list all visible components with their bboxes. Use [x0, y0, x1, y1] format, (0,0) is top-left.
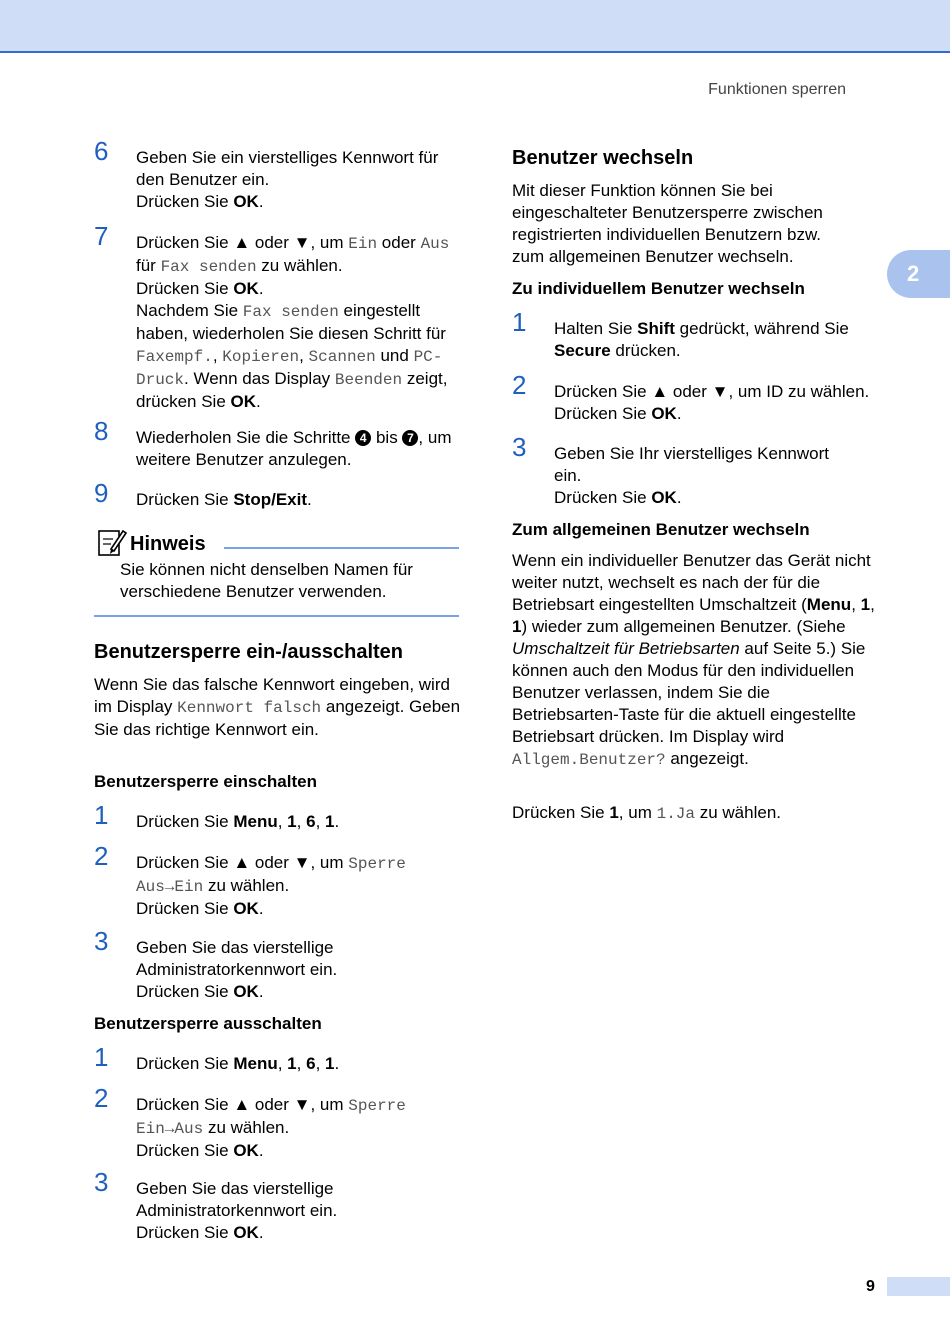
- hint-rule: [224, 547, 459, 549]
- hint-text: Sie können nicht denselben Namen für verschiedene Benutzer verwenden.: [120, 560, 413, 601]
- step-number: 2: [512, 370, 527, 400]
- on-step-3: 3 Geben Sie das vierstellige Administratorkennwort ein. Drücken Sie OK.: [94, 926, 338, 1001]
- general-paragraph: Wenn ein individueller Benutzer das Gerät nicht weiter nutzt, wechselt es nach der für die Betriebsart eingestellten Umschaltzeit (Menu, 1, 1) wieder zum allgemeinen Benutzer. (Siehe Umschaltzeit für Betriebsarten auf Seite 5.) Sie können auch den Modus für den individuellen Benutzer verlassen, indem Sie die Betriebsarten-Taste für die aktuell eingestellte Betriebsart drücken. Im Display wird Allgem.Benutzer? angezeigt.: [512, 551, 875, 769]
- subsection-title: Benutzersperre ausschalten: [94, 1014, 322, 1033]
- hint-box: [94, 527, 459, 617]
- step-number: 6: [94, 136, 109, 166]
- subsection-title: Zu individuellem Benutzer wechseln: [512, 279, 805, 298]
- section-paragraph: Wenn Sie das falsche Kennwort eingeben, wird im Display Kennwort falsch angezeigt. Geben Sie das richtige Kennwort ein.: [94, 675, 461, 739]
- top-header-bar: [0, 0, 950, 53]
- step-number: 2: [94, 1083, 109, 1113]
- ind-step-3: 3 Geben Sie Ihr vierstelliges Kennwort ein. Drücken Sie OK.: [512, 432, 829, 507]
- step-6: 6 Geben Sie ein vierstelliges Kennwort für den Benutzer ein. Drücken Sie OK.: [94, 147, 462, 213]
- off-step-1: 1 Drücken Sie Menu, 1, 6, 1.: [94, 1042, 340, 1073]
- step-number: 2: [94, 841, 109, 871]
- off-step-3: 3 Geben Sie das vierstellige Administratorkennwort ein. Drücken Sie OK.: [94, 1167, 338, 1242]
- step-ref-badge: 4: [355, 430, 371, 446]
- step-text: Geben Sie ein vierstelliges Kennwort für den Benutzer ein.: [136, 148, 439, 189]
- section-title: Benutzer wechseln: [512, 147, 694, 169]
- step-number: 8: [94, 416, 109, 446]
- step-number: 9: [94, 478, 109, 508]
- note-pencil-icon: [97, 527, 127, 557]
- step-number: 1: [94, 800, 109, 830]
- step-number: 3: [94, 926, 109, 956]
- step-ref-badge: 7: [402, 430, 418, 446]
- step-7: 7 Drücken Sie ▲ oder ▼, um Ein oder Aus für Fax senden zu wählen. Drücken Sie OK. Nachdem Sie Fax senden eingestellt haben, wiederholen Sie diesen Schritt für Faxempf., Kopieren, Scannen und PC-Druck. Wenn das Display Beenden zeigt, drücken Sie OK.: [94, 221, 450, 411]
- page-number: 9: [866, 1278, 875, 1295]
- subsection-title: Zum allgemeinen Benutzer wechseln: [512, 520, 810, 539]
- step-number: 3: [512, 432, 527, 462]
- step-number: 1: [512, 307, 527, 337]
- chapter-tab: 2: [887, 250, 950, 298]
- on-step-2: 2 Drücken Sie ▲ oder ▼, um Sperre Aus→Ein zu wählen. Drücken Sie OK.: [94, 841, 406, 918]
- intro-paragraph: Mit dieser Funktion können Sie bei eingeschalteter Benutzersperre zwischen registrierten individuellen Benutzern bzw. zum allgemeinen Benutzer wechseln.: [512, 181, 823, 266]
- subsection-title: Benutzersperre einschalten: [94, 772, 317, 791]
- footer-bar: [887, 1277, 950, 1296]
- ind-step-1: 1 Halten Sie Shift gedrückt, während Sie Secure drücken.: [512, 307, 849, 360]
- section-title: Benutzersperre ein-/ausschalten: [94, 641, 403, 663]
- step-number: 1: [94, 1042, 109, 1072]
- running-header: Funktionen sperren: [708, 81, 846, 98]
- hint-title: Hinweis: [130, 533, 206, 555]
- select-yes-paragraph: Drücken Sie 1, um 1.Ja zu wählen.: [512, 803, 781, 823]
- step-9: 9 Drücken Sie Stop/Exit.: [94, 478, 312, 509]
- step-number: 7: [94, 221, 109, 251]
- step-8: 8 Wiederholen Sie die Schritte 4 bis 7 , um weitere Benutzer anzulegen.: [94, 416, 452, 469]
- on-step-1: 1 Drücken Sie Menu, 1, 6, 1.: [94, 800, 340, 831]
- ind-step-2: 2 Drücken Sie ▲ oder ▼, um ID zu wählen. Drücken Sie OK.: [512, 370, 870, 423]
- step-number: 3: [94, 1167, 109, 1197]
- off-step-2: 2 Drücken Sie ▲ oder ▼, um Sperre Ein→Aus zu wählen. Drücken Sie OK.: [94, 1083, 406, 1160]
